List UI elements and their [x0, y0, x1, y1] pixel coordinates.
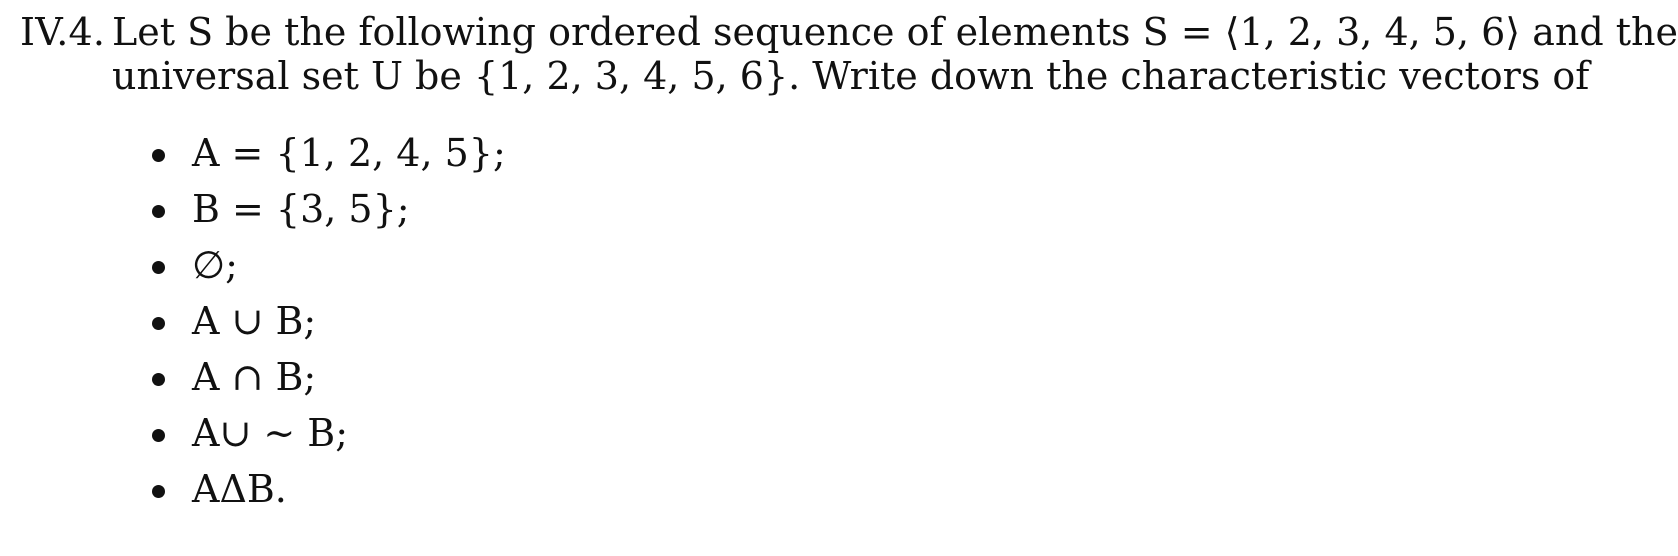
bullet-icon: [152, 261, 165, 274]
bullet-icon: [152, 485, 165, 498]
bullet-icon: [152, 373, 165, 386]
list-item: [152, 354, 316, 400]
problem-statement-line-2: universal set U be {1, 2, 3, 4, 5, 6}. Write down the characteristic vectors of: [112, 54, 1590, 98]
list-item-text: A ∪ B;: [192, 299, 317, 343]
bullet-icon: [152, 149, 165, 162]
list-item: [152, 410, 348, 456]
list-item-text: AΔB.: [192, 467, 287, 511]
list-item: [152, 242, 238, 288]
list-item: [152, 130, 506, 176]
list-item: [152, 186, 410, 232]
list-item-text: ∅;: [192, 243, 238, 287]
list-item-text: B = {3, 5};: [192, 187, 410, 231]
bullet-icon: [152, 429, 165, 442]
list-item-text: A = {1, 2, 4, 5};: [192, 131, 506, 175]
problem-statement-line-1: Let S be the following ordered sequence of elements S = ⟨1, 2, 3, 4, 5, 6⟩ and the: [112, 10, 1678, 54]
list-item: [152, 298, 316, 344]
list-item-text: A ∩ B;: [192, 355, 317, 399]
list-item: [152, 466, 287, 512]
list-item-text: A∪ ∼ B;: [192, 411, 349, 455]
bullet-icon: [152, 317, 165, 330]
bullet-icon: [152, 205, 165, 218]
problem-label: IV.4.: [20, 10, 106, 54]
